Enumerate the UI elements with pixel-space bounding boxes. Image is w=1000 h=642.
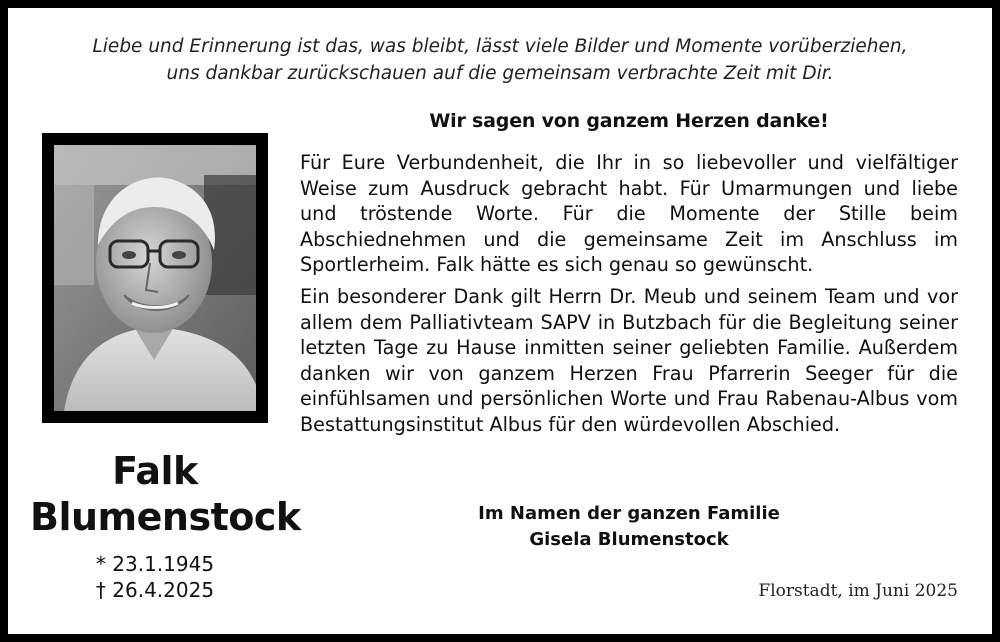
paragraph: Für Eure Verbundenheit, die Ihr in so liebevoller und vielfältiger Weise zum Ausdruck gebracht habt. Für Umarmungen und liebe und tröstende Worte. Für die Momente der Stille beim Abschiednehmen und die gemeinsame Zeit im Anschluss im Sportlerheim. Falk hätte es sich genau so gewünscht. bbox=[300, 151, 958, 277]
death-date: † 26.4.2025 bbox=[95, 578, 215, 602]
birth-date: * 23.1.1945 bbox=[95, 552, 215, 576]
portrait-image bbox=[54, 145, 256, 411]
paragraph: Ein besonderer Dank gilt Herrn Dr. Meub und seinem Team und vor allem dem Palliativteam SAPV in Butzbach für die Begleitung seiner letzten Tage zu Hause inmitten seiner geliebten Familie. Außerdem danken wir von ganzem Herzen Frau Pfarrerin Seeger für die einfühlsamen und persönlichen Worte und Frau Rabenau-Albus vom Bestattungsinstitut Albus für den würdevollen Abschied. bbox=[300, 284, 958, 436]
first-name: Falk bbox=[112, 449, 198, 493]
portrait-photo bbox=[54, 145, 256, 411]
last-name: Blumenstock bbox=[30, 495, 301, 539]
life-dates bbox=[30, 551, 280, 603]
thank-you-text bbox=[300, 150, 958, 444]
deceased-name bbox=[30, 448, 301, 540]
memorial-verse bbox=[0, 33, 1000, 87]
verse-line-1: Liebe und Erinnerung ist das, was bleibt, lässt viele Bilder und Momente vorüberziehen, bbox=[92, 36, 908, 57]
portrait-frame bbox=[42, 133, 268, 423]
verse-line-2: uns dankbar zurückschauen auf die gemeinsam verbrachte Zeit mit Dir. bbox=[166, 63, 834, 84]
signature-line-1: Im Namen der ganzen Familie bbox=[478, 503, 780, 524]
family-signature bbox=[300, 501, 958, 553]
signature-line-2: Gisela Blumenstock bbox=[529, 529, 729, 550]
thank-you-heading: Wir sagen von ganzem Herzen danke! bbox=[429, 110, 829, 132]
place-date: Florstadt, im Juni 2025 bbox=[758, 581, 958, 601]
